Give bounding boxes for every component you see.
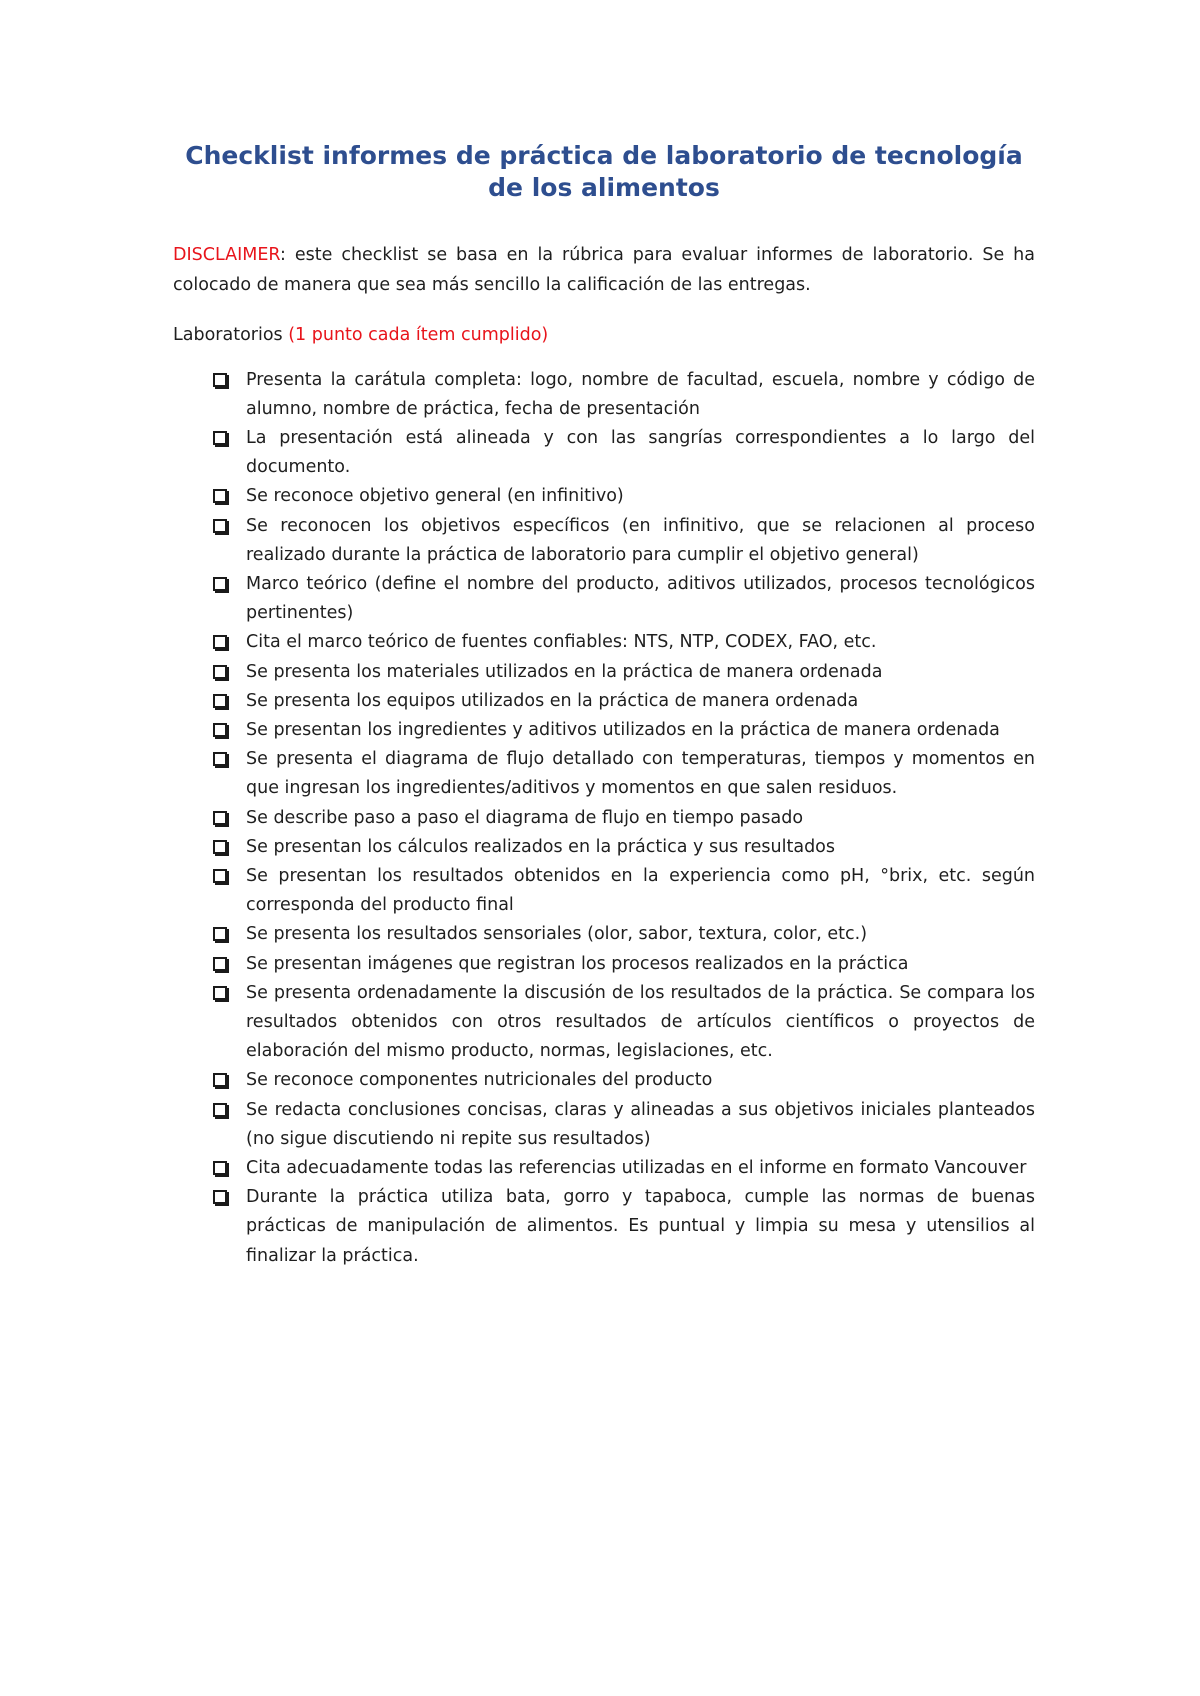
checkbox-square-icon <box>213 635 227 649</box>
checklist-item-text: Se presentan imágenes que registran los procesos realizados en la práctica <box>246 953 909 974</box>
checklist-item-text: Se presentan los ingredientes y aditivos utilizados en la práctica de manera ordenada <box>246 719 1000 740</box>
checklist-item-text: Cita el marco teórico de fuentes confiables: NTS, NTP, CODEX, FAO, etc. <box>246 632 877 653</box>
checklist-item <box>173 1066 1035 1095</box>
checklist-item-text: Se presentan los cálculos realizados en la práctica y sus resultados <box>246 836 836 857</box>
checklist-item-text: Presenta la carátula completa: logo, nombre de facultad, escuela, nombre y código de alumno, nombre de práctica, fecha de presentación <box>246 369 1035 419</box>
checkbox-square-icon <box>213 431 227 445</box>
checklist-item-text: Se presenta los resultados sensoriales (olor, sabor, textura, color, etc.) <box>246 924 868 945</box>
section-note: (1 punto cada ítem cumplido) <box>288 325 549 345</box>
checklist-item <box>173 833 1035 862</box>
checkbox-square-icon <box>213 840 227 854</box>
checklist-item <box>173 804 1035 833</box>
checklist-item-text: Se presenta los equipos utilizados en la práctica de manera ordenada <box>246 690 859 711</box>
disclaimer-text: : este checklist se basa en la rúbrica para evaluar informes de laboratorio. Se ha colocado de manera que sea más sencillo la calificación de las entregas. <box>173 245 1035 295</box>
document-title: Checklist informes de práctica de laboratorio de tecnología de los alimentos <box>185 141 1023 202</box>
checklist-item <box>173 979 1035 1067</box>
checklist-item-text: Se presentan los resultados obtenidos en la experiencia como pH, °brix, etc. según corresponda del producto final <box>246 865 1035 916</box>
checklist-item-text: Se reconocen los objetivos específicos (en infinitivo, que se relacionen al proceso realizado durante la práctica de laboratorio para cumplir el objetivo general) <box>246 515 1035 565</box>
checklist-item-text: Se presenta ordenadamente la discusión de los resultados de la práctica. Se compara los resultados obtenidos con otros resultados de artículos científicos o proyectos de elaboración del mismo producto, normas, legislaciones, etc. <box>246 982 1035 1062</box>
checklist-item-text: Durante la práctica utiliza bata, gorro y tapaboca, cumple las normas de buenas prácticas de manipulación de alimentos. Es puntual y limpia su mesa y utensilios al finalizar la práctica. <box>246 1187 1035 1266</box>
checklist-item-text: Marco teórico (define el nombre del producto, aditivos utilizados, procesos tecnológicos pertinentes) <box>246 573 1035 624</box>
checklist-item-text: La presentación está alineada y con las sangrías correspondientes a lo largo del documento. <box>246 427 1035 478</box>
checkbox-square-icon <box>213 986 227 1000</box>
checklist-item-text: Se presenta el diagrama de flujo detallado con temperaturas, tiempos y momentos en que ingresan los ingredientes/aditivos y momentos en que salen residuos. <box>246 749 1035 799</box>
checkbox-square-icon <box>213 1190 227 1204</box>
checklist-item <box>173 628 1035 657</box>
checklist-item <box>173 862 1035 920</box>
checklist-item <box>173 512 1035 570</box>
checklist-item-text: Se reconoce componentes nutricionales del producto <box>246 1070 713 1091</box>
checkbox-square-icon <box>213 723 227 737</box>
disclaimer-paragraph <box>173 241 1035 300</box>
checklist-item <box>173 366 1035 424</box>
checklist-item-text: Se redacta conclusiones concisas, claras y alineadas a sus objetivos iniciales planteados (no sigue discutiendo ni repite sus resultados) <box>246 1099 1035 1149</box>
document-content <box>173 140 1035 1271</box>
checkbox-square-icon <box>213 1161 227 1175</box>
checkbox-square-icon <box>213 489 227 503</box>
checkbox-square-icon <box>213 373 227 387</box>
checkbox-square-icon <box>213 927 227 941</box>
checkbox-square-icon <box>213 811 227 825</box>
checklist-item <box>173 1154 1035 1183</box>
checklist-item <box>173 658 1035 687</box>
checklist-item <box>173 424 1035 482</box>
checkbox-square-icon <box>213 694 227 708</box>
checklist-item <box>173 687 1035 716</box>
section-heading <box>173 321 1035 351</box>
checklist-item-text: Se reconoce objetivo general (en infinitivo) <box>246 486 624 507</box>
section-label: Laboratorios <box>173 325 289 345</box>
checklist-item <box>173 570 1035 628</box>
checklist-item <box>173 1183 1035 1271</box>
checklist-item <box>173 1096 1035 1154</box>
checkbox-square-icon <box>213 1103 227 1117</box>
checkbox-square-icon <box>213 1073 227 1087</box>
checkbox-square-icon <box>213 665 227 679</box>
checklist-item-text: Se describe paso a paso el diagrama de flujo en tiempo pasado <box>246 807 804 828</box>
checkbox-square-icon <box>213 519 227 533</box>
checklist-item-text: Se presenta los materiales utilizados en la práctica de manera ordenada <box>246 661 883 682</box>
checklist-item <box>173 482 1035 511</box>
disclaimer-label: DISCLAIMER <box>173 245 281 265</box>
checklist-item-text: Cita adecuadamente todas las referencias utilizadas en el informe en formato Vancouver <box>246 1157 1027 1178</box>
checklist-item <box>173 716 1035 745</box>
checkbox-square-icon <box>213 577 227 591</box>
checkbox-square-icon <box>213 957 227 971</box>
checklist-item <box>173 920 1035 949</box>
checklist <box>173 366 1035 1271</box>
checkbox-square-icon <box>213 869 227 883</box>
checkbox-square-icon <box>213 752 227 766</box>
checklist-item <box>173 950 1035 979</box>
checklist-item <box>173 745 1035 803</box>
